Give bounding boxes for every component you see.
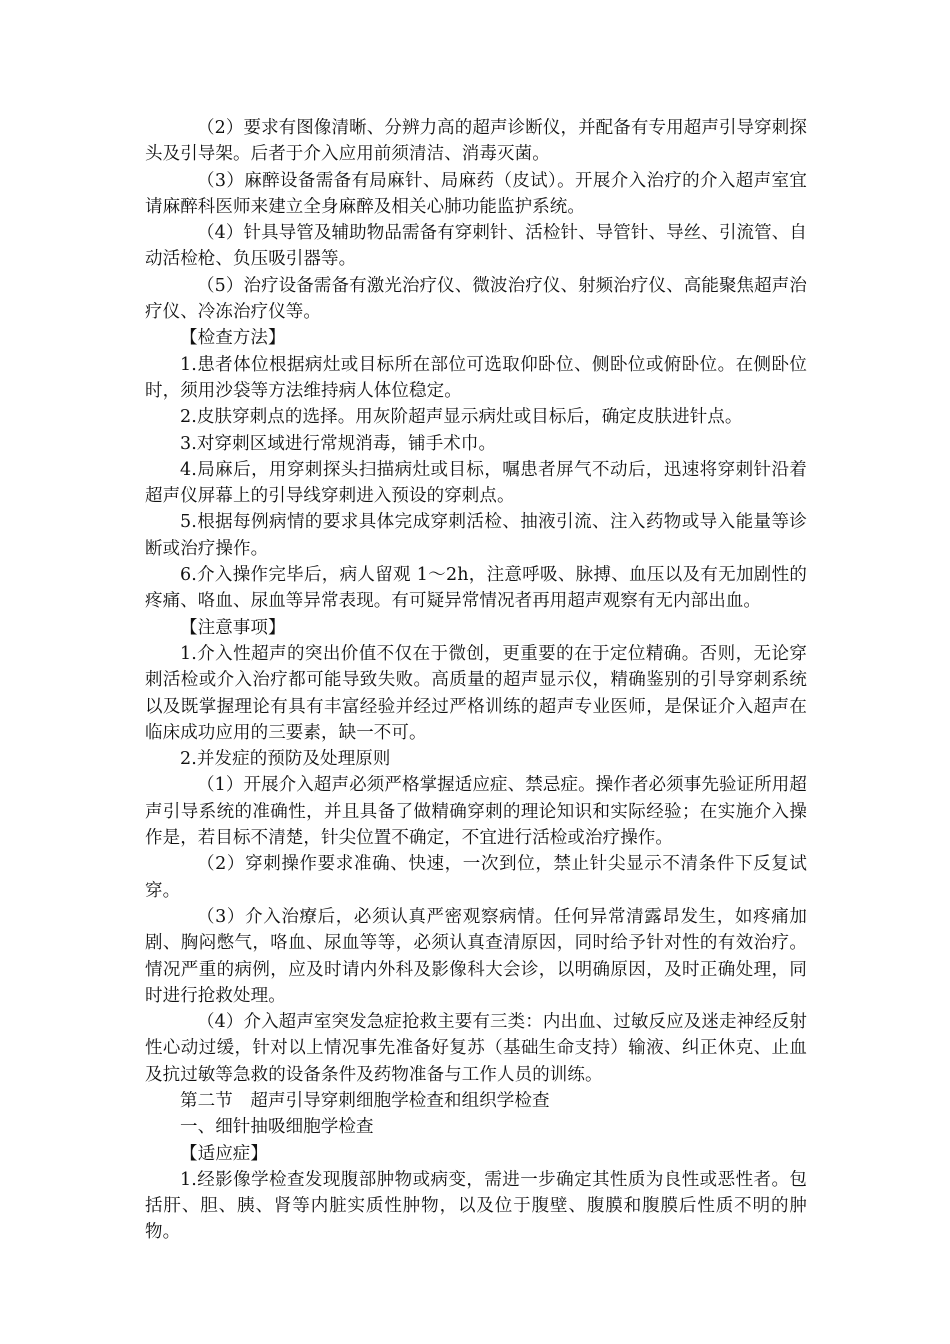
paragraph: 1.经影像学检查发现腹部肿物或病变，需进一步确定其性质为良性或恶性者。包括肝、胆、胰、肾等内脏实质性肿物，以及位于腹壁、腹膜和腹膜后性质不明的肿物。 [145,1169,807,1243]
paragraph: （3）麻醉设备需备有局麻针、局麻药（皮试）。开展介入治疗的介入超声室宜请麻醉科医师来建立全身麻醉及相关心肺功能监护系统。 [145,170,807,217]
paragraph: （5）治疗设备需备有激光治疗仪、微波治疗仪、射频治疗仪、高能聚焦超声治疗仪、冷冻治疗仪等。 [145,275,807,323]
paragraph: 6.介入操作完毕后，病人留观 1～2h，注意呼吸、脉搏、血压以及有无加剧性的疼痛、咯血、尿血等异常表现。有可疑异常情况者再用超声观察有无内部出血。 [145,565,807,612]
paragraph: （4）介入超声室突发急症抢救主要有三类：内出血、过敏反应及迷走神经反射性心动过缓，针对以上情况事先准备好复苏（基础生命支持）输液、纠正休克、止血及抗过敏等急救的设备条件及药物准备与工作人员的训练。 [145,1012,807,1085]
subsection-title: 一、细针抽吸细胞学检查 [180,1117,374,1138]
paragraph: 3.对穿刺区域进行常规消毒，铺手术巾。 [180,433,497,454]
section-title: 第二节 超声引导穿刺细胞学检查和组织学检查 [180,1090,550,1111]
paragraph: 2.皮肤穿刺点的选择。用灰阶超声显示病灶或目标后，确定皮肤进针点。 [180,407,743,428]
paragraph: 1.介入性超声的突出价值不仅在于微创，更重要的在于定位精确。否则，无论穿刺活检或介入治疗都可能导致失败。高质量的超声显示仪，精确鉴别的引导穿刺系统以及既掌握理论有具有丰富经验并经过严格训练的超声专业医师，是保证介入超声在临床成功应用的三要素，缺一不可。 [145,643,807,743]
section-heading-notes: 【注意事项】 [180,617,286,638]
paragraph: 2.并发症的预防及处理原则 [180,749,391,770]
paragraph: 5.根据每例病情的要求具体完成穿刺活检、抽液引流、注入药物或导入能量等诊断或治疗操作。 [145,512,807,559]
paragraph: （2）穿刺操作要求准确、快速，一次到位，禁止针尖显示不清条件下反复试穿。 [145,854,807,901]
paragraph: （1）开展介入超声必须严格掌握适应症、禁忌症。操作者必须事先验证所用超声引导系统的准确性，并且具备了做精确穿刺的理论知识和实际经验；在实施介入操作是，若目标不清楚，针尖位置不确定，不宜进行活检或治疗操作。 [145,775,807,849]
paragraph: （2）要求有图像清晰、分辨力高的超声诊断仪，并配备有专用超声引导穿刺探头及引导架。后者于介入应用前须清洁、消毒灭菌。 [145,118,807,165]
paragraph: （4）针具导管及辅助物品需备有穿刺针、活检针、导管针、导丝、引流管、自动活检枪、负压吸引器等。 [145,223,807,270]
paragraph: 4.局麻后，用穿刺探头扫描病灶或目标，嘱患者屏气不动后，迅速将穿刺针沿着超声仪屏幕上的引导线穿刺进入预设的穿刺点。 [145,459,807,507]
section-heading-indications: 【适应症】 [180,1143,268,1164]
section-heading-methods: 【检查方法】 [180,328,286,349]
document-page [145,115,807,1246]
paragraph: （3）介入治療后，必须认真严密观察病情。任何异常清露昂发生，如疼痛加剧、胸闷憋气，咯血、尿血等等，必须认真查清原因，同时给予针对性的有效治疗。情况严重的病例，应及时请内外科及影像科大会诊，以明确原因，及时正确处理，同时进行抢救处理。 [145,906,807,1006]
paragraph: 1.患者体位根据病灶或目标所在部位可选取仰卧位、侧卧位或俯卧位。在侧卧位时，须用沙袋等方法维持病人体位稳定。 [145,354,807,401]
